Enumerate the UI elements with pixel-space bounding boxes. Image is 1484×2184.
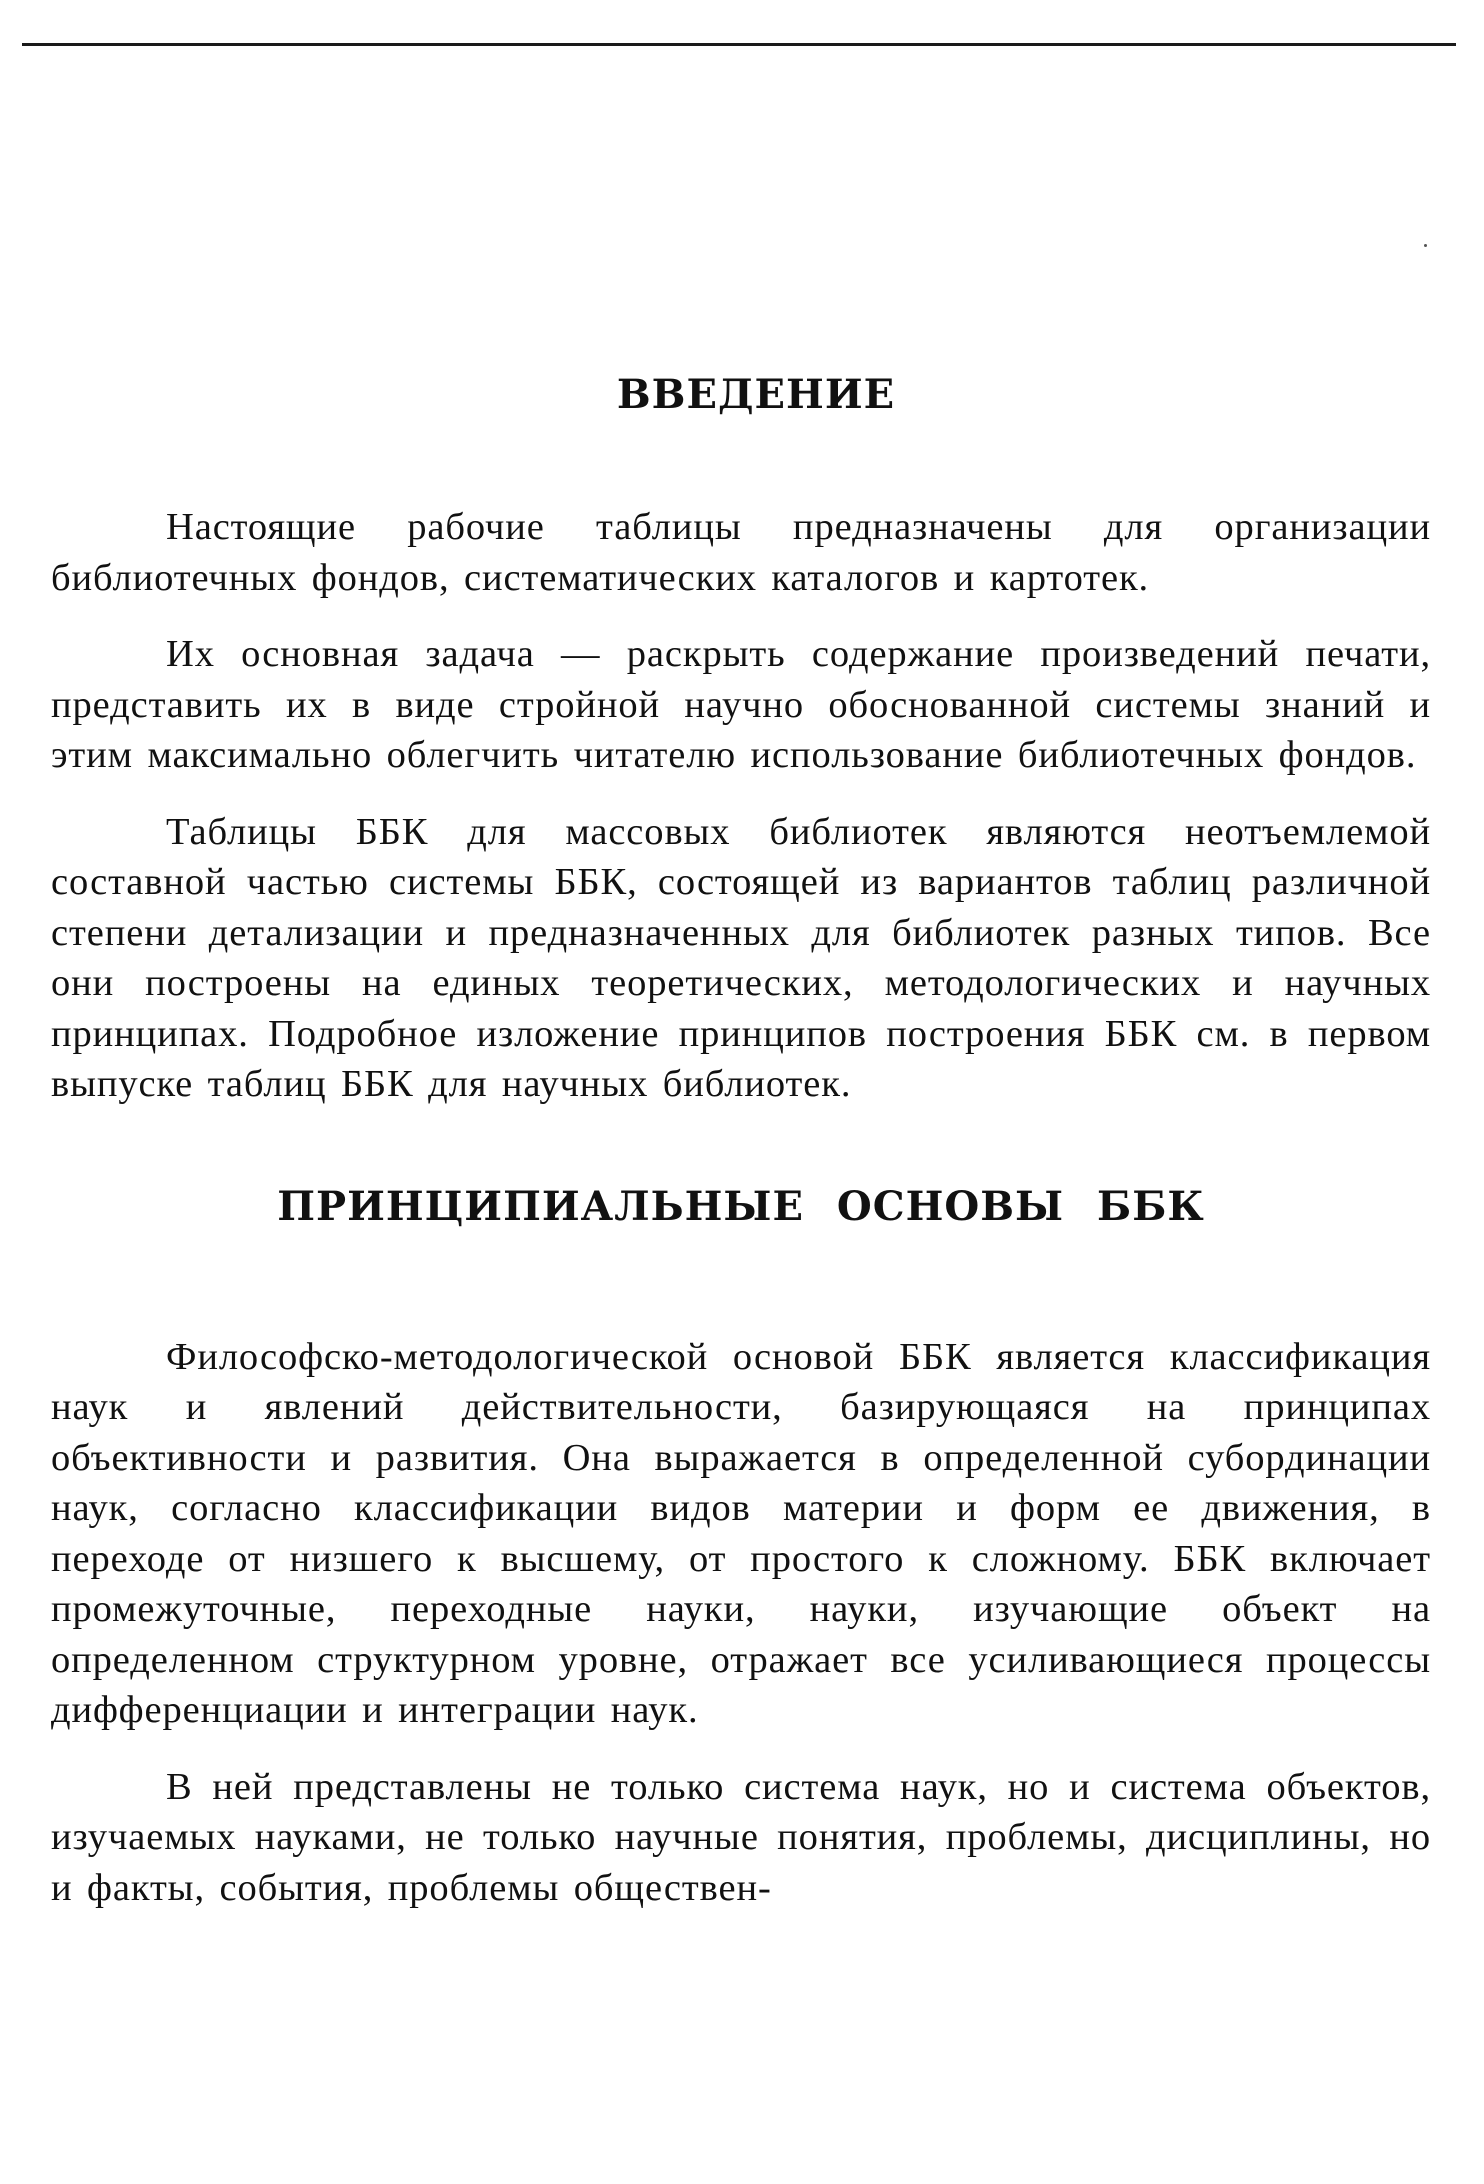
paragraph: Философско-методологической основой ББК является классификация наук и явлений действительности, базирующаяся на принципах объективности и развития. Она выражается в определенной субординации наук, согласно классификации видов материи и форм ее движения, в переходе от низшего к высшему, от простого к сложному. ББК включает промежуточные, переходные науки, науки, изучающие объект на определенном структурном уровне, отражает все усиливающиеся процессы дифференциации и интеграции наук.: [51, 1335, 1431, 1731]
paragraph: Настоящие рабочие таблицы предназначены для организации библиотечных фондов, систематических каталогов и картотек.: [51, 506, 1431, 599]
paragraph: В ней представлены не только система наук, но и система объектов, изучаемых науками, не только научные понятия, проблемы, дисциплины, но и факты, события, проблемы обществен-: [51, 1765, 1431, 1909]
document-page: [51, 370, 1431, 1913]
paragraph: Их основная задача — раскрыть содержание произведений печати, представить их в виде стройной научно обоснованной системы знаний и этим максимально облегчить читателю использование библиотечных фондов.: [51, 633, 1431, 776]
principles-body: [51, 1332, 1431, 1914]
scan-speck: [1424, 244, 1427, 247]
section-heading-introduction: ВВЕДЕНИЕ: [616, 371, 896, 418]
paragraph: Таблицы ББК для массовых библиотек являются неотъемлемой составной частью системы ББК, состоящей из вариантов таблиц различной степени детализации и предназначенных для библиотек разных типов. Все они построены на единых теоретических, методологических и научных принципах. Подробное изложение принципов построения ББК см. в первом выпуске таблиц ББК для научных библиотек.: [51, 810, 1431, 1105]
section-heading-principles: ПРИНЦИПИАЛЬНЫЕ ОСНОВЫ ББК: [277, 1182, 1205, 1230]
introduction-body: [51, 502, 1431, 1110]
top-rule: [22, 43, 1456, 46]
